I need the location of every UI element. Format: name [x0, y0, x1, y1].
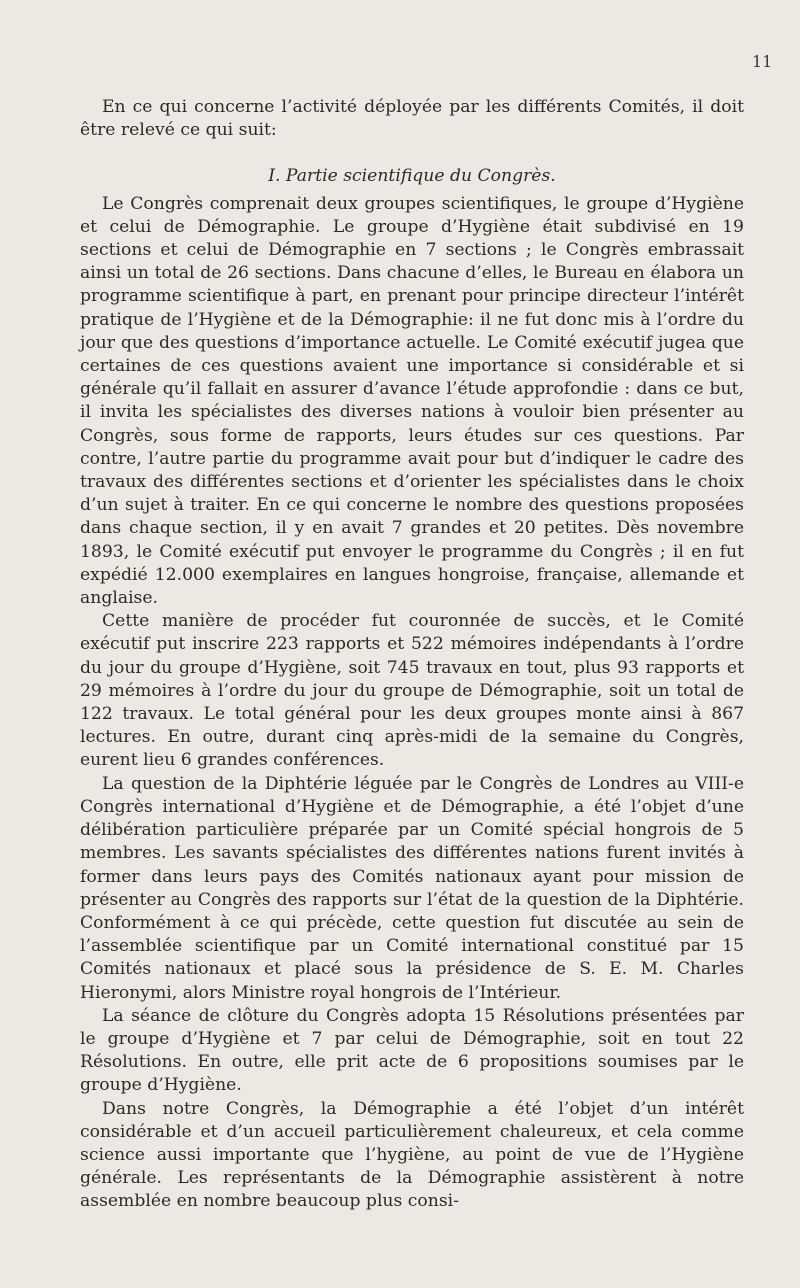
intro-paragraph: En ce qui concerne l’activité déployée par les différents Comités, il doit être relevé ce qui suit: [80, 97, 744, 141]
body-text [80, 96, 744, 1214]
page-number: 11 [752, 52, 773, 71]
section-heading: I. Partie scientifique du Congrès. [268, 166, 556, 187]
paragraph: Le Congrès comprenait deux groupes scientifiques, le groupe d’Hygiène et celui de Démographie. Le groupe d’Hygiène était subdivisé en 19 sections et celui de Démographie en 7 sections ; le Congrès embrassait ainsi un total de 26 sections. Dans chacune d’elles, le Bureau en élabora un programme scientifique à part, en prenant pour principe directeur l’intérêt pratique de l’Hygiène et de la Démographie: il ne fut donc mis à l’ordre du jour que des questions d’importance actuelle. Le Comité exécutif jugea que certaines de ces questions avaient une importance si considérable et si générale qu’il fallait en assurer d’avance l’étude approfondie : dans ce but, il invita les spécialistes des diverses nations à vouloir bien présenter au Congrès, sous forme de rapports, leurs études sur ces questions. Par contre, l’autre partie du programme avait pour but d’indiquer le cadre des travaux des différentes sections et d’orienter les spécialistes dans le choix d’un sujet à traiter. En ce qui concerne le nombre des questions proposées dans chaque section, il y en avait 7 grandes et 20 petites. Dès novembre 1893, le Comité exécutif put envoyer le programme du Congrès ; il en fut expédié 12.000 exemplaires en langues hongroise, française, allemande et anglaise. [80, 193, 744, 609]
paragraph: Dans notre Congrès, la Démographie a été l’objet d’un intérêt considérable et d’un accueil particulièrement chaleureux, et cela comme science aussi importante que l’hygiène, au point de vue de l’Hygiène générale. Les représentants de la Démographie assistèrent à notre assemblée en nombre beaucoup plus consi- [80, 1098, 744, 1212]
paragraph: Cette manière de procéder fut couronnée de succès, et le Comité exécutif put inscrire 223 rapports et 522 mémoires indépendants à l’ordre du jour du groupe d’Hygiène, soit 745 travaux en tout, plus 93 rapports et 29 mémoires à l’ordre du jour du groupe de Démographie, soit un total de 122 travaux. Le total général pour les deux groupes monte ainsi à 867 lectures. En outre, durant cinq après-midi de la semaine du Congrès, eurent lieu 6 grandes conférences. [80, 611, 744, 771]
paragraph: La question de la Diphtérie léguée par le Congrès de Londres au VIII-e Congrès international d’Hygiène et de Démographie, a été l’objet d’une délibération particulière préparée par un Comité spécial hongrois de 5 membres. Les savants spécialistes des différentes nations furent invités à former dans leurs pays des Comités nationaux ayant pour mission de présenter au Congrès des rapports sur l’état de la question de la Diphtérie. Conformément à ce qui précède, cette question fut discutée au sein de l’assemblée scientifique par un Comité international constitué par 15 Comités nationaux et placé sous la présidence de S. E. M. Charles Hieronymi, alors Ministre royal hongrois de l’Intérieur. [80, 773, 744, 1003]
paragraph: La séance de clôture du Congrès adopta 15 Résolutions présentées par le groupe d’Hygiène et 7 par celui de Démographie, soit en tout 22 Résolutions. En outre, elle prit acte de 6 propositions soumises par le groupe d’Hygiène. [80, 1005, 744, 1096]
